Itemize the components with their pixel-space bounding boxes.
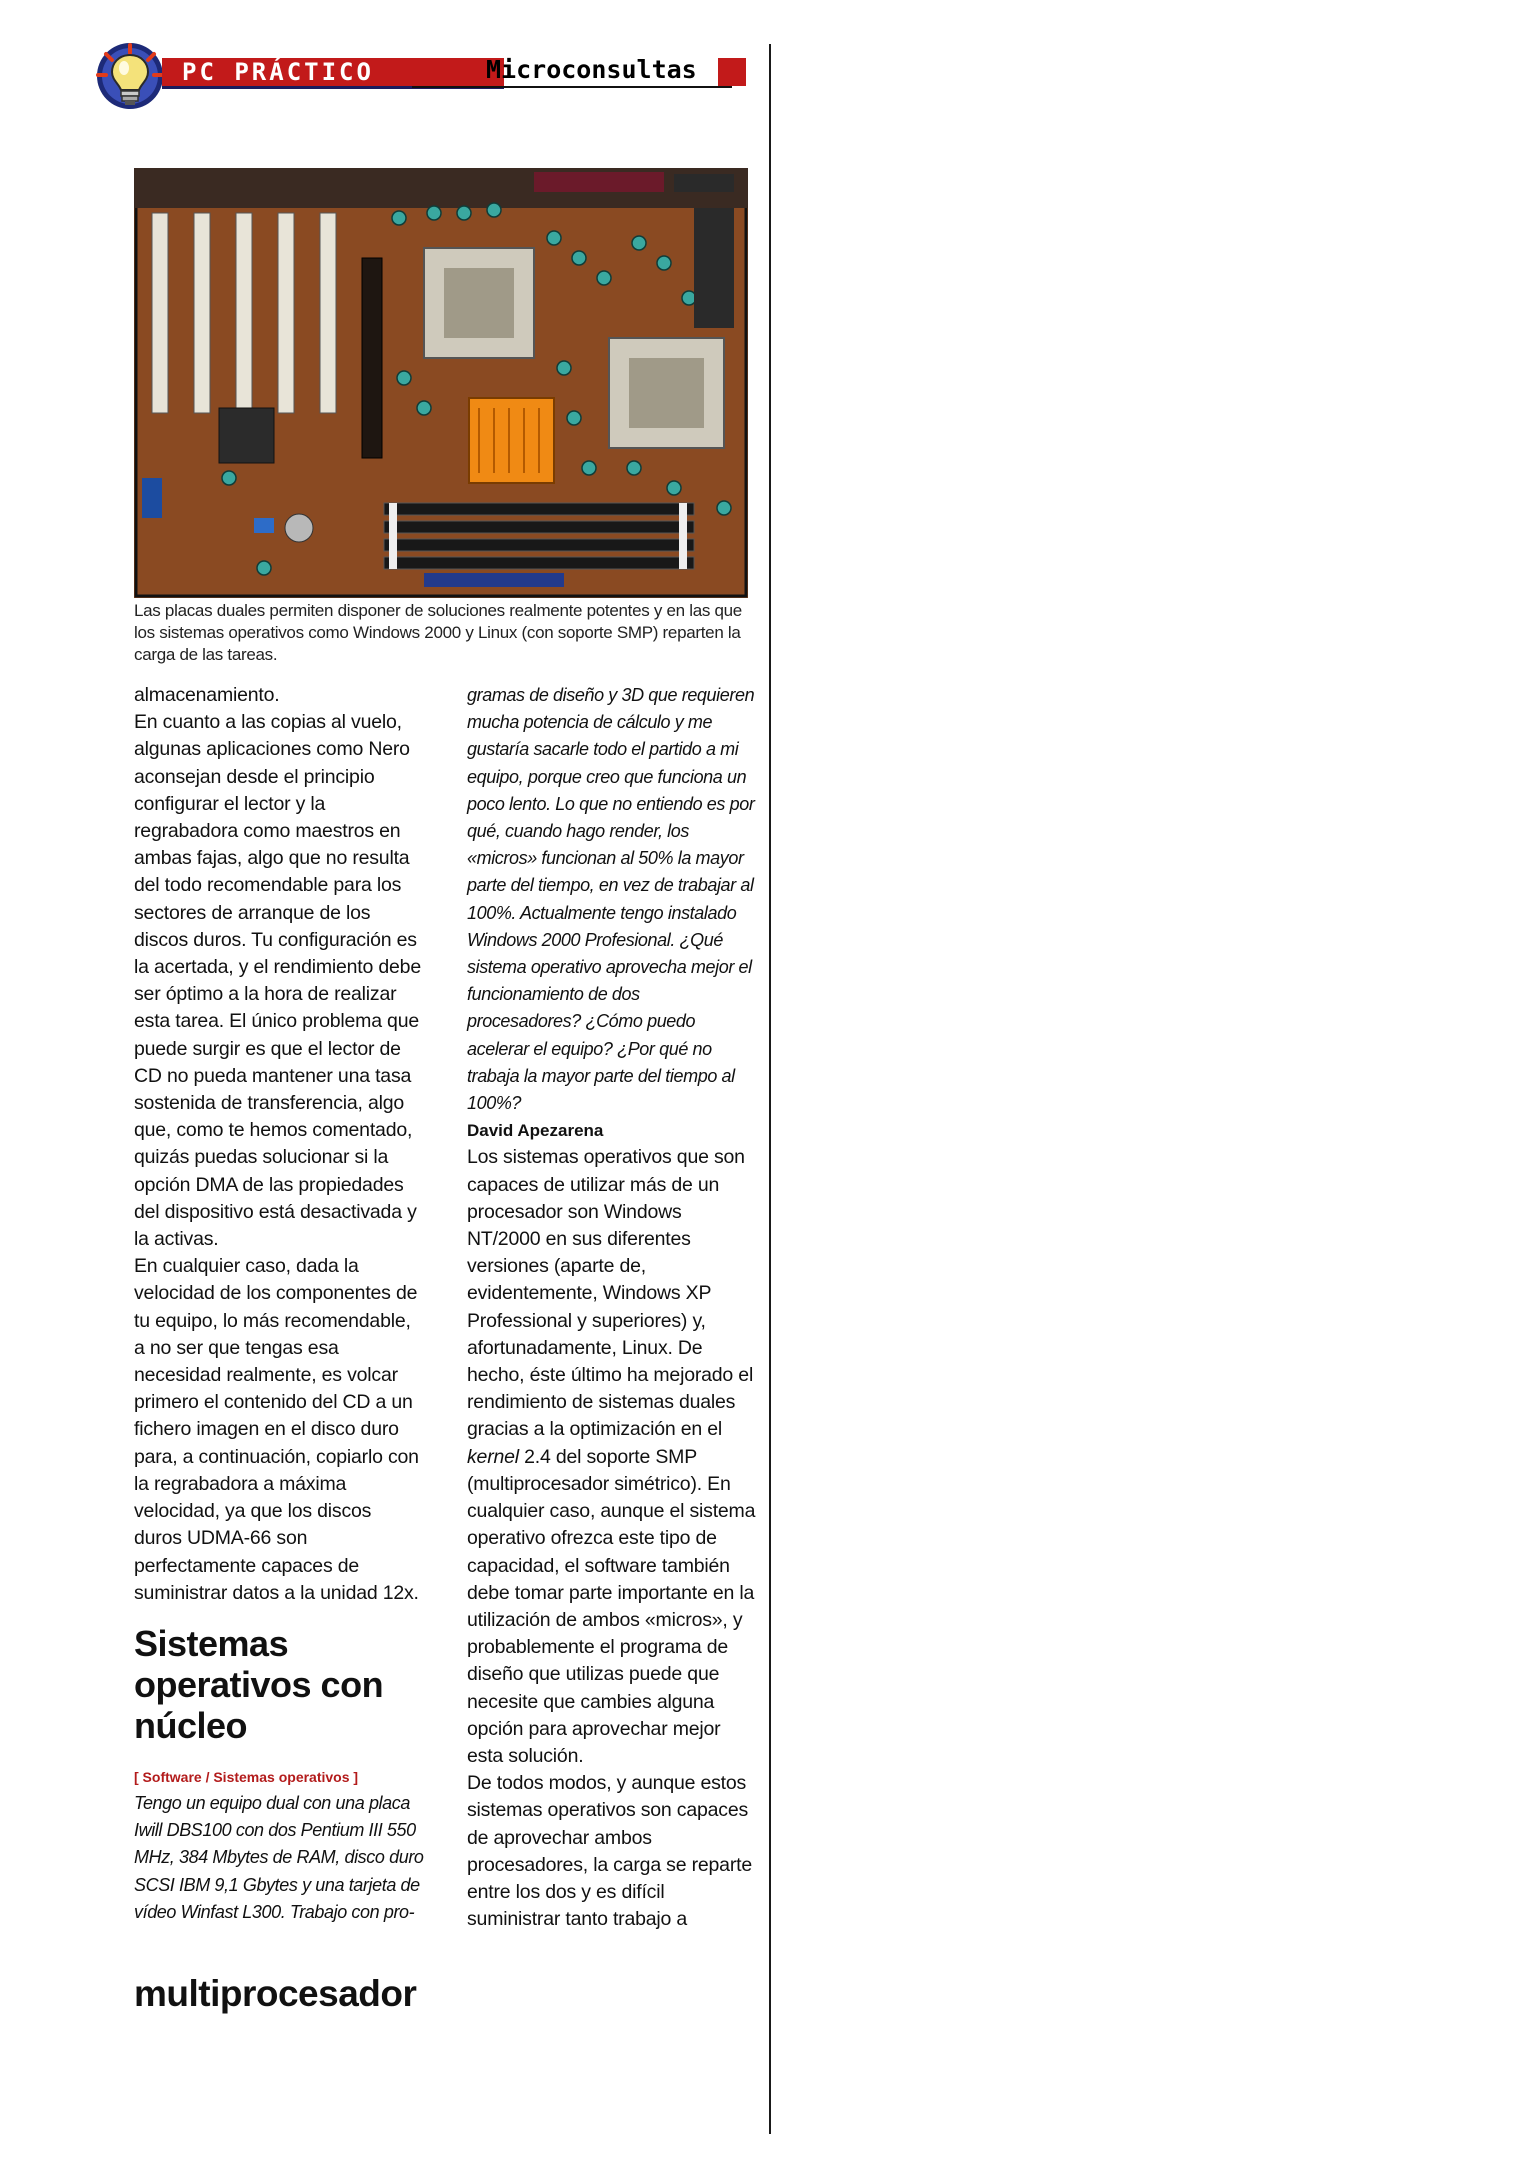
paragraph-recommendation: En cualquier caso, dada la velocidad de los componentes de tu equipo, lo más recomendable, a no ser que tengas esa necesidad realmente, es volcar primero el contenido del CD a un fichero imagen en el disco duro para, a continuación, copiarlo con la regrabadora a máxima velocidad, ya que los discos duros UDMA-66 son perfectamente capaces de suministrar datos a la unidad 12x.	[134, 1255, 419, 1604]
answer-text-b: 2.4 del soporte SMP (multiprocesador simétrico). En cualquier caso, aunque el sistema operativo ofrezca este tipo de capacidad, el software también debe tomar parte importante en la utilización de ambos «micros», y probablemente el programa de diseño que utilizas puede que necesite que cambies alguna opción para aprovechar mejor esta solución.	[467, 1445, 756, 1767]
answer-paragraph-2: De todos modos, y aunque estos sistemas operativos son capaces de aprovechar ambos procesadores, la carga se reparte entre los dos y es difícil suministrar tanto trabajo a	[467, 1772, 752, 1931]
lightbulb-icon	[92, 42, 172, 112]
topic-tag: [ Software / Sistemas operativos ]	[134, 1768, 359, 1785]
paragraph-copies: En cuanto a las copias al vuelo, algunas aplicaciones como Nero aconsejan desde el principio configurar el lector y la regrabadora como maestros en ambas fajas, algo que no resulta del todo recomendable para los sectores de arranque de los discos duros. Tu configuración es la acertada, y el rendimiento debe ser óptimo a la hora de realizar esta tarea. El único problema que puede surgir es que el lector de CD no pueda mantener una tasa sostenida de transferencia, algo que, como te hemos comentado, quizás puedas solucionar si la opción DMA de las propiedades del dispositivo está desactivada y la activas.	[134, 711, 421, 1251]
page-header	[92, 42, 747, 112]
motherboard-photo	[134, 168, 748, 598]
right-column	[467, 682, 757, 1933]
column-rule	[769, 44, 771, 2134]
header-rule	[412, 86, 732, 88]
article-headline: Sistemas operativos con núcleo	[134, 1622, 384, 1746]
bottom-headline-word: multiprocesador	[134, 1973, 417, 2014]
figure-caption: Las placas duales permiten disponer de soluciones realmente potentes y en las que los sistemas operativos como Windows 2000 y Linux (con soporte SMP) reparten la carga de las tareas.	[134, 601, 742, 664]
question-author: David Apezarena	[467, 1121, 604, 1141]
reader-question-start: Tengo un equipo dual con una placa Iwill DBS100 con dos Pentium III 550 MHz, 384 Mbytes de RAM, disco duro SCSI IBM 9,1 Gbytes y una tarjeta de vídeo Winfast L300. Trabajo con pro-	[134, 1792, 424, 1922]
rubric-label: Microconsultas	[486, 55, 697, 84]
section-label: PC PRÁCTICO	[182, 58, 374, 86]
reader-question-end: gramas de diseño y 3D que requieren mucha potencia de cálculo y me gustaría sacarle todo el partido a mi equipo, porque creo que funciona un poco lento. Lo que no entiendo es por qué, cuando hago render, los «micros» funcionan al 50% la mayor parte del tiempo, en vez de trabajar al 100%. Actualmente tengo instalado Windows 2000 Profesional. ¿Qué sistema operativo aprovecha mejor el funcionamiento de dos procesadores? ¿Cómo puedo acelerar el equipo? ¿Por qué no trabaja la mayor parte del tiempo al 100%?	[467, 685, 755, 1114]
answer-kernel-term: kernel	[467, 1445, 519, 1468]
left-column	[134, 682, 424, 1926]
paragraph-continuation: almacenamiento.	[134, 684, 280, 706]
answer-text-a: Los sistemas operativos que son capaces de utilizar más de un procesador son Windows NT/2000 en sus diferentes versiones (aparte de, evidentemente, Windows XP Professional y superiores) y, afortunadamente, Linux. De hecho, éste último ha mejorado el rendimiento de sistemas duales gracias a la optimización en el	[467, 1146, 754, 1441]
answer-paragraph-1	[467, 1144, 757, 1770]
rubric-box	[718, 58, 746, 86]
